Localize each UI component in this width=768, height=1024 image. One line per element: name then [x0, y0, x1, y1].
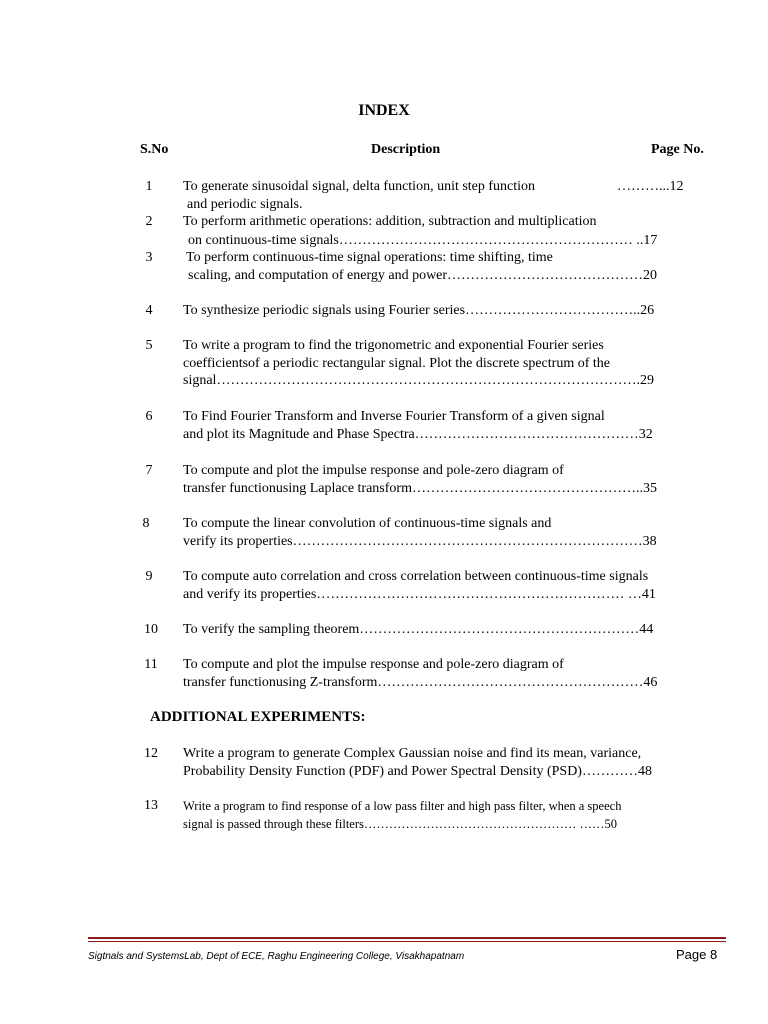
item-line: To perform arithmetic operations: addition, subtraction and multiplication [183, 214, 597, 229]
item-number: 13 [144, 798, 158, 813]
item-number: 2 [145, 214, 153, 229]
item-line: and periodic signals. [187, 197, 303, 212]
item-number: 8 [142, 516, 150, 531]
item-line: coefficientsof a periodic rectangular signal. Plot the discrete spectrum of the [183, 356, 610, 371]
item-line: Write a program to generate Complex Gaussian noise and find its mean, variance, [183, 746, 642, 761]
item-number: 6 [145, 409, 153, 424]
page-number: Page 8 [676, 947, 718, 962]
item-line: transfer functionusing Laplace transform…………………………………………..35 [183, 481, 657, 496]
item-line: signal……………………………………………………………………………….29 [183, 373, 654, 388]
header-sno: S.No [140, 142, 169, 157]
item-number: 3 [145, 250, 153, 265]
item-line: To compute the linear convolution of continuous-time signals and [183, 516, 552, 531]
footer-text: Sigtnals and SystemsLab, Dept of ECE, Raghu Engineering College, Visakhapatnam [88, 951, 465, 962]
header-description: Description [371, 142, 441, 157]
additional-experiments-heading: ADDITIONAL EXPERIMENTS: [150, 709, 366, 725]
item-line: To synthesize periodic signals using Fourier series………………………………..26 [183, 303, 655, 318]
item-line: To Find Fourier Transform and Inverse Fourier Transform of a given signal [183, 409, 605, 424]
item-number: 4 [145, 303, 153, 318]
item-line: To generate sinusoidal signal, delta function, unit step function [183, 179, 536, 194]
item-line: signal is passed through these filters…………………………………………… ……50 [183, 817, 617, 831]
item-number: 5 [145, 338, 153, 353]
item-number: 1 [145, 179, 153, 194]
item-line: on continuous-time signals……………………………………………………… ..17 [188, 233, 658, 248]
item-line: Write a program to find response of a low pass filter and high pass filter, when a speech [183, 799, 622, 813]
item-line: and verify its properties………………………………………………………… …41 [183, 587, 656, 602]
item-number: 11 [144, 657, 158, 672]
item-line: To perform continuous-time signal operations: time shifting, time [186, 250, 553, 265]
item-page-ref: ………...12 [617, 179, 684, 194]
item-number: 7 [145, 463, 153, 478]
header-page-no: Page No. [651, 142, 704, 157]
item-line: and plot its Magnitude and Phase Spectra…………………………………………32 [183, 427, 653, 442]
item-line: To compute and plot the impulse response and pole-zero diagram of [183, 657, 564, 672]
item-line: To write a program to find the trigonometric and exponential Fourier series [183, 338, 604, 353]
item-number: 9 [145, 569, 153, 584]
item-line: scaling, and computation of energy and power……………………………………20 [188, 268, 658, 283]
item-line: verify its properties…………………………………………………………………38 [183, 534, 657, 549]
item-line: To compute auto correlation and cross correlation between continuous-time signals [183, 569, 649, 584]
item-line: Probability Density Function (PDF) and Power Spectral Density (PSD)…………48 [183, 764, 652, 779]
item-line: To compute and plot the impulse response and pole-zero diagram of [183, 463, 564, 478]
page-title: INDEX [358, 102, 410, 119]
item-number: 12 [144, 746, 158, 761]
item-number: 10 [144, 622, 158, 637]
item-line: transfer functionusing Z-transform…………………………………………………46 [183, 675, 658, 690]
footer-rule [88, 937, 726, 939]
footer-rule-thin [88, 941, 726, 942]
item-line: To verify the sampling theorem……………………………………………………44 [183, 622, 654, 637]
